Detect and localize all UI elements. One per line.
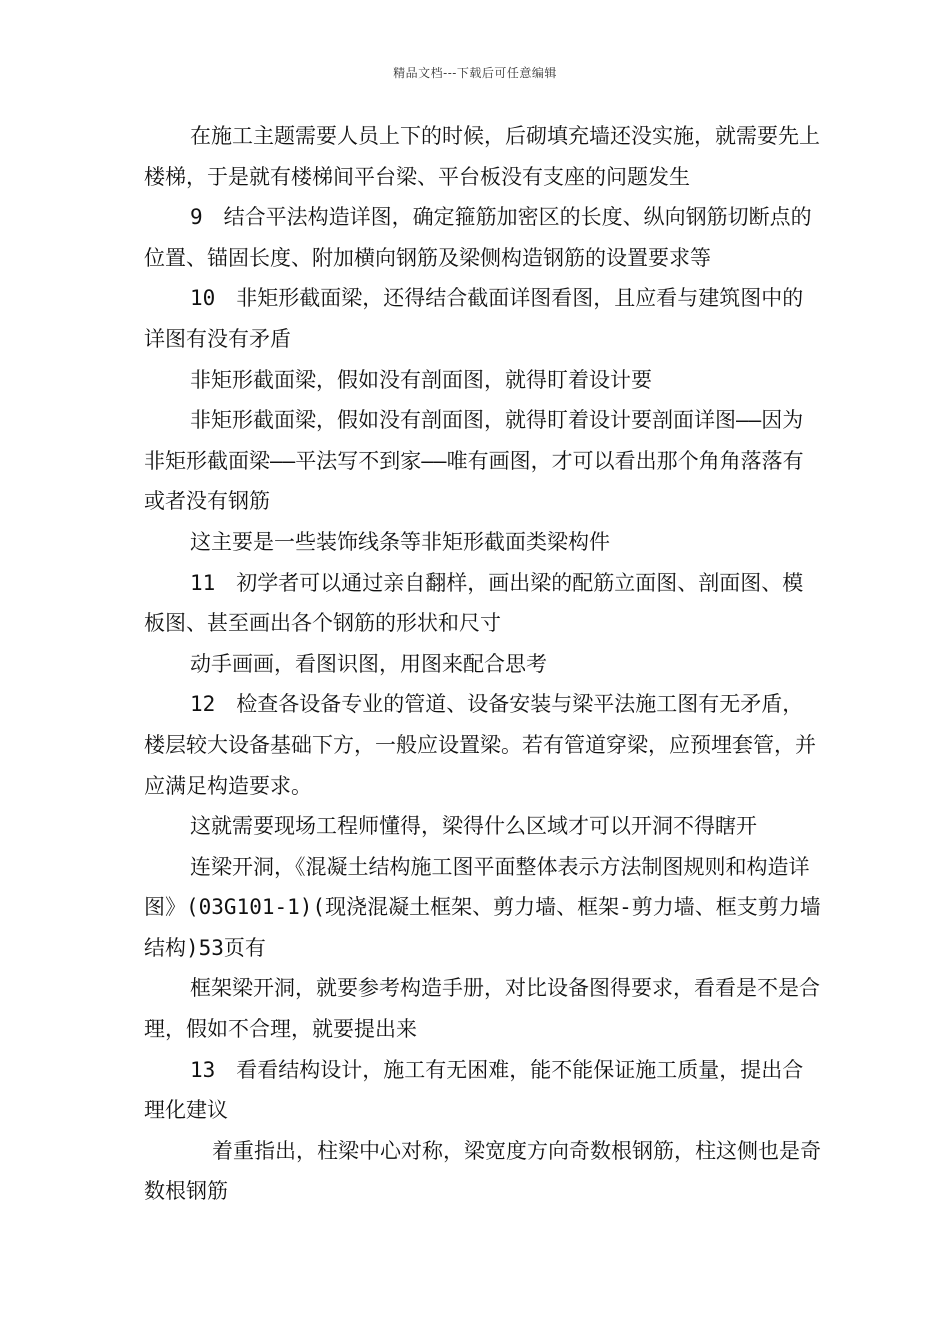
paragraph-item-9: 9 结合平法构造详图，确定箍筋加密区的长度、纵向钢筋切断点的位置、锚固长度、附加横向钢筋及梁侧构造钢筋的设置要求等	[144, 205, 812, 270]
paragraph-item-11: 11 初学者可以通过亲自翻样，画出梁的配筋立面图、剖面图、模板图、甚至画出各个钢筋的形状和尺寸	[144, 570, 804, 636]
paragraph-non-rect-short: 非矩形截面梁，假如没有剖面图，就得盯着设计要	[190, 367, 652, 392]
paragraph-item-13: 13 看看结构设计，施工有无困难，能不能保证施工质量，提出合理化建议	[144, 1057, 804, 1123]
paragraph-symmetry: 着重指出，柱梁中心对称，梁宽度方向奇数根钢筋，柱这侧也是奇数根钢筋	[144, 1138, 821, 1204]
paragraph-item-10: 10 非矩形截面梁，还得结合截面详图看图，且应看与建筑图中的详图有没有矛盾	[144, 286, 804, 351]
paragraph-non-rect-long: 非矩形截面梁，假如没有剖面图，就得盯着设计要剖面详图——因为非矩形截面梁——平法写不到家——唯有画图，才可以看出那个角角落落有或者没有钢筋	[144, 408, 804, 514]
paragraph-frame-beam: 框架梁开洞，就要参考构造手册，对比设备图得要求，看看是不是合理，假如不合理，就要提出来	[144, 976, 820, 1042]
paragraph-openings: 这就需要现场工程师懂得，梁得什么区域才可以开洞不得瞎开	[190, 814, 757, 839]
paragraph-item-12: 12 检查各设备专业的管道、设备安装与梁平法施工图有无矛盾，楼层较大设备基础下方，一般应设置梁。若有管道穿梁，应预埋套管，并应满足构造要求。	[144, 692, 816, 798]
paragraph-decorative-lines: 这主要是一些装饰线条等非矩形截面类梁构件	[190, 529, 610, 554]
document-body	[144, 116, 824, 1212]
paragraph-hands-on: 动手画画，看图识图，用图来配合思考	[190, 651, 547, 676]
paragraph-stair-beam: 在施工主题需要人员上下的时候，后砌填充墙还没实施，就需要先上楼梯，于是就有楼梯间平台梁、平台板没有支座的问题发生	[144, 124, 820, 189]
paragraph-coupling-beam: 连梁开洞，《混凝土结构施工图平面整体表示方法制图规则和构造详图》(03G101-1)(现浇混凝土框架、剪力墙、框架-剪力墙、框支剪力墙结构)53页有	[144, 854, 821, 960]
page-header: 精品文档---下载后可任意编辑	[393, 66, 557, 80]
